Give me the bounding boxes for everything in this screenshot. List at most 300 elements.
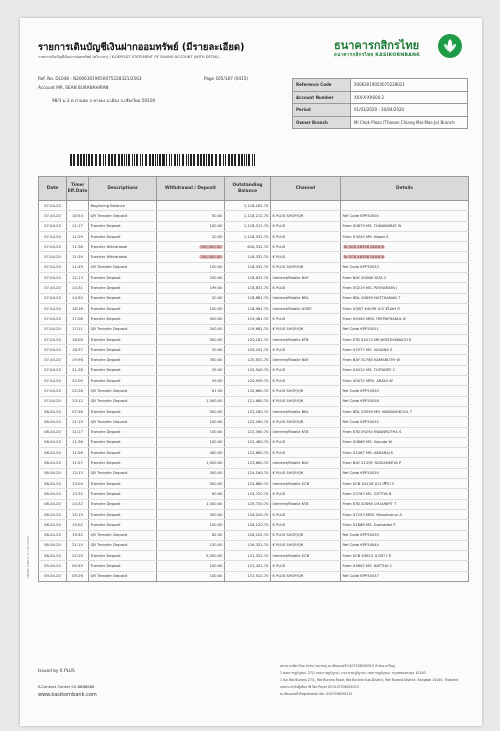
cell-desc — [89, 561, 157, 571]
info-value: 20063019050075228021 — [351, 79, 468, 92]
cell-amount-text: 1,000.00 — [206, 502, 223, 507]
cell-date-text: 07-04-20 — [44, 213, 61, 218]
table-row — [39, 509, 469, 519]
cell-time — [67, 221, 89, 231]
cell-channel — [271, 489, 341, 499]
cell-amount — [157, 211, 225, 221]
cell-time-text: 22:28 — [72, 388, 83, 393]
cell-balance-text: 118,881.70 — [247, 296, 269, 301]
info-label: Reference Code — [293, 79, 351, 92]
cell-channel — [271, 334, 341, 344]
table-row — [39, 283, 469, 293]
cell-details-text: From X0879 MS. THAWANRAT W — [342, 224, 402, 229]
cell-date-text: 07-04-20 — [44, 306, 61, 311]
cell-date-text: 09-04-20 — [44, 564, 61, 569]
cell-date — [39, 386, 67, 396]
cell-balance-text: 118,981.70 — [247, 306, 269, 311]
cell-date — [39, 376, 67, 386]
barcode-bar — [193, 154, 194, 166]
cell-amount — [157, 334, 225, 344]
cell-date-text: 07-04-20 — [44, 244, 61, 249]
table-row — [39, 242, 469, 252]
barcode-bar — [108, 154, 110, 166]
cell-desc — [89, 509, 157, 519]
cell-desc — [89, 303, 157, 313]
table-row — [39, 365, 469, 375]
cell-details-text: From X7077 MS. VASANA S — [342, 347, 393, 352]
cell-channel-text: K PLUS — [272, 347, 286, 352]
cell-balance — [225, 283, 271, 293]
cell-time — [67, 273, 89, 283]
table-row — [39, 396, 469, 406]
barcode-bar — [223, 154, 224, 166]
cell-date — [39, 303, 67, 313]
cell-channel — [271, 396, 341, 406]
cell-channel-text: K PLUS — [272, 255, 286, 260]
cell-amount — [157, 303, 225, 313]
cell-date — [39, 334, 67, 344]
table-row — [39, 303, 469, 313]
reference-number: Ref. No. DL048 : N20063019050075228321/2563 — [38, 76, 142, 81]
table-row — [39, 273, 469, 283]
barcode-bar — [239, 154, 240, 166]
cell-amount — [157, 201, 225, 211]
cell-details — [341, 201, 469, 211]
cell-date — [39, 396, 67, 406]
cell-date — [39, 273, 67, 283]
table-row — [39, 334, 469, 344]
cell-date — [39, 479, 67, 489]
cell-channel — [271, 273, 341, 283]
cell-channel-text: K PLUS — [272, 224, 286, 229]
cell-desc-text: QR Transfer Deposit — [90, 213, 128, 218]
cell-date-text: 08-04-20 — [44, 440, 61, 445]
cell-channel-text: K PLUS — [272, 316, 286, 321]
info-value: XXX-X-XX604-2 — [351, 91, 468, 104]
cell-date — [39, 571, 67, 581]
cell-channel — [271, 262, 341, 272]
barcode-bar — [86, 154, 87, 166]
cell-details-text: To SCB X6358 SEAN B — [343, 244, 384, 249]
cell-time — [67, 561, 89, 571]
cell-time-text: 19:56 — [72, 358, 83, 363]
cell-amount — [157, 561, 225, 571]
cell-time — [67, 293, 89, 303]
cell-balance-text: 1,118,332.70 — [243, 234, 269, 239]
table-row — [39, 201, 469, 211]
cell-balance — [225, 509, 271, 519]
table-row — [39, 417, 469, 427]
bank-name-th: ธนาคารกสิกรไทย — [334, 39, 420, 52]
barcode-bar — [118, 154, 119, 166]
cell-balance — [225, 345, 271, 355]
cell-time — [67, 242, 89, 252]
cell-details-text: From X4602 MS. NATTHA C — [342, 564, 393, 569]
barcode-bar — [166, 154, 168, 166]
bank-website-link[interactable]: www.kasikornbank.com — [38, 692, 97, 698]
cell-time — [67, 551, 89, 561]
cell-details — [341, 273, 469, 283]
cell-desc-text: QR Transfer Deposit — [90, 574, 128, 579]
cell-balance — [225, 211, 271, 221]
barcode-bar — [112, 154, 113, 166]
barcode-bar — [232, 154, 233, 166]
cell-date — [39, 293, 67, 303]
barcode-bar — [248, 154, 250, 166]
table-row — [39, 427, 469, 437]
cell-amount — [157, 386, 225, 396]
cell-desc — [89, 365, 157, 375]
cell-balance-text: 120,501.70 — [247, 358, 269, 363]
cell-details — [341, 386, 469, 396]
cell-channel — [271, 324, 341, 334]
cell-balance-text: 124,720.70 — [247, 491, 269, 496]
cell-amount — [157, 427, 225, 437]
cell-balance — [225, 417, 271, 427]
cell-channel-text: K PLUS — [272, 440, 286, 445]
cell-time — [67, 509, 89, 519]
cell-desc-text: QR Transfer Deposit — [90, 388, 128, 393]
cell-desc-text: Transfer Deposit — [90, 234, 121, 239]
cell-desc — [89, 221, 157, 231]
cell-balance — [225, 437, 271, 447]
cell-time-text: 19:42 — [72, 533, 83, 538]
info-row — [293, 79, 468, 92]
cell-channel — [271, 221, 341, 231]
cell-amount — [157, 509, 225, 519]
cell-channel-text: Internet/Mobile BAY — [272, 358, 309, 363]
cell-amount — [157, 283, 225, 293]
info-row — [293, 116, 468, 129]
cell-amount — [157, 293, 225, 303]
cell-amount — [157, 376, 225, 386]
barcode-bar — [200, 154, 201, 166]
cell-date — [39, 406, 67, 416]
cell-channel — [271, 345, 341, 355]
cell-desc-text: Transfer Deposit — [90, 461, 121, 466]
barcode-bar — [215, 154, 216, 166]
barcode-bar — [162, 154, 163, 166]
barcode-bar — [201, 154, 202, 166]
cell-balance — [225, 355, 271, 365]
cell-balance-text: 120,540.70 — [247, 368, 269, 373]
cell-desc-text: Transfer Withdrawal — [90, 244, 128, 249]
cell-time — [67, 427, 89, 437]
bank-legal-info — [280, 663, 474, 698]
barcode-bar — [157, 154, 158, 166]
cell-desc — [89, 314, 157, 324]
cell-details — [341, 314, 469, 324]
cell-channel-text: Internet/Mobile SCB — [272, 553, 310, 558]
cell-channel — [271, 458, 341, 468]
cell-balance — [225, 242, 271, 252]
cell-channel — [271, 303, 341, 313]
cell-time-text: 14:32 — [72, 502, 83, 507]
barcode-bar — [216, 154, 217, 166]
table-row — [39, 324, 469, 334]
barcode-bar — [208, 154, 209, 166]
cell-time — [67, 334, 89, 344]
cell-channel — [271, 437, 341, 447]
info-row — [293, 91, 468, 104]
bank-info-line: ทะเบียนเลขที่ Registration No. 0107536000315 — [280, 692, 353, 696]
barcode-bar — [197, 154, 199, 166]
kasikorn-logo-icon — [438, 34, 462, 58]
cell-time — [67, 571, 89, 581]
cell-balance — [225, 458, 271, 468]
cell-amount-text: 200.00 — [209, 275, 223, 280]
barcode-bar — [254, 154, 255, 166]
cell-details — [341, 540, 469, 550]
cell-details-text: From X3040 MR. Napat S — [342, 234, 389, 239]
table-row — [39, 468, 469, 478]
cell-amount-text: 82.00 — [211, 533, 223, 538]
cell-time-text: 11:17 — [72, 224, 83, 229]
cell-channel — [271, 201, 341, 211]
cell-time — [67, 211, 89, 221]
cell-details-text: From X3763 MS. GITTIYA B — [342, 491, 392, 496]
cell-time — [67, 365, 89, 375]
cell-date — [39, 355, 67, 365]
barcode-bar — [145, 154, 147, 166]
account-name: Account MR. SEAN BURANAHIRAN — [38, 85, 109, 90]
cell-balance-text: 121,660.70 — [247, 399, 269, 404]
cell-balance-text: 126,020.70 — [247, 512, 269, 517]
transactions-table — [38, 176, 469, 582]
cell-date — [39, 551, 67, 561]
cell-time-text: 14:31 — [72, 286, 83, 291]
cell-desc-text: QR Transfer Deposit — [90, 399, 128, 404]
table-row — [39, 458, 469, 468]
cell-balance — [225, 334, 271, 344]
cell-desc — [89, 211, 157, 221]
barcode-bar — [206, 154, 207, 166]
cell-date-text: 07-04-20 — [44, 224, 61, 229]
cell-balance-text: 131,522.70 — [247, 574, 269, 579]
cell-details — [341, 221, 469, 231]
cell-channel-text: Internet/Mobile BBL — [272, 296, 309, 301]
cell-date — [39, 540, 67, 550]
cell-desc-text: Transfer Deposit — [90, 286, 121, 291]
cell-details — [341, 324, 469, 334]
cell-desc-text: QR Transfer Deposit — [90, 327, 128, 332]
cell-amount — [157, 231, 225, 241]
cell-balance — [225, 273, 271, 283]
cell-amount — [157, 396, 225, 406]
cell-amount — [157, 314, 225, 324]
barcode-bar — [150, 154, 151, 166]
cell-time-text: 11:29 — [72, 234, 83, 239]
cell-channel — [271, 386, 341, 396]
barcode-bar — [159, 154, 161, 166]
cell-details-text: Ref Code KPP34020 — [342, 471, 379, 476]
table-row — [39, 406, 469, 416]
cell-date-text: 08-04-20 — [44, 471, 61, 476]
cell-channel-text: K PLUS — [272, 564, 286, 569]
cell-balance — [225, 406, 271, 416]
cell-date-text: 07-04-20 — [44, 399, 61, 404]
cell-time-text: 13:04 — [72, 481, 83, 486]
cell-desc — [89, 386, 157, 396]
barcode-bar — [225, 154, 226, 166]
cell-channel-text: K PLUS SHOP/QR — [272, 574, 304, 579]
cell-time-text: 12:13 — [72, 471, 83, 476]
cell-desc-text: Transfer Deposit — [90, 564, 121, 569]
cell-time-text: 11:38 — [72, 244, 83, 249]
cell-amount-text: 1,000.00 — [206, 399, 223, 404]
barcode-bar — [228, 154, 230, 166]
cell-channel-text: K PLUS SHOP/QR — [272, 533, 304, 538]
cell-balance — [225, 499, 271, 509]
cell-channel-text: K PLUS SHOP/QR — [272, 399, 304, 404]
cell-time-text: 11:19 — [72, 419, 83, 424]
cell-details-text: From X0072 MRS. ARAYA W — [342, 378, 393, 383]
cell-time-text: 14:50 — [72, 296, 83, 301]
cell-details — [341, 211, 469, 221]
cell-amount-text: 500.00 — [209, 316, 223, 321]
cell-desc-text: Transfer Deposit — [90, 306, 121, 311]
cell-amount — [157, 530, 225, 540]
cell-time-text: 00:49 — [72, 564, 83, 569]
cell-balance-text: 119,481.70 — [247, 316, 269, 321]
cell-amount-text: 1,000.00 — [206, 461, 223, 466]
cell-desc-text: Transfer Deposit — [90, 347, 121, 352]
cell-time-text: 11:36 — [72, 440, 83, 445]
cell-date-text: 07-04-20 — [44, 296, 61, 301]
cell-date-text: 07-04-20 — [44, 358, 61, 363]
barcode-bar — [99, 154, 101, 166]
cell-balance-text: 118,332.70 — [247, 255, 269, 260]
cell-amount-text: 100.00 — [209, 265, 223, 270]
cell-channel-text: K PLUS — [272, 368, 286, 373]
cell-details — [341, 231, 469, 241]
cell-details-text: From X0219 MS. PATHARAPA J — [342, 286, 398, 291]
cell-date — [39, 201, 67, 211]
cell-balance — [225, 386, 271, 396]
cell-channel — [271, 479, 341, 489]
barcode-bar — [128, 154, 130, 166]
barcode-bar — [142, 154, 143, 166]
table-row — [39, 355, 469, 365]
cell-details — [341, 520, 469, 530]
cell-time-text: 17:08 — [72, 316, 83, 321]
cell-details-text: Ref Code KPP34058 — [342, 399, 379, 404]
cell-details — [341, 468, 469, 478]
cell-amount — [157, 242, 225, 252]
cell-date — [39, 262, 67, 272]
cell-date-text: 07-04-20 — [44, 388, 61, 393]
cell-date-text: 07-04-20 — [44, 203, 61, 208]
barcode-bar — [134, 154, 135, 166]
cell-amount-text: 199.00 — [209, 286, 223, 291]
cell-desc — [89, 406, 157, 416]
cell-amount — [157, 571, 225, 581]
barcode-bar — [119, 154, 120, 166]
cell-balance-text: 118,632.70 — [247, 275, 269, 280]
cell-details-text: Ref Code KPP34039 — [342, 533, 379, 538]
cell-date — [39, 221, 67, 231]
cell-time — [67, 479, 89, 489]
cell-desc-text: Transfer Deposit — [90, 450, 121, 455]
cell-details-text: From BAY X0088 YATA C — [342, 275, 387, 280]
cell-channel — [271, 376, 341, 386]
cell-desc — [89, 468, 157, 478]
barcode-bar — [81, 154, 82, 166]
table-row — [39, 386, 469, 396]
cell-date-text: 07-04-20 — [44, 327, 61, 332]
cell-balance — [225, 468, 271, 478]
cell-desc — [89, 242, 157, 252]
cell-amount — [157, 499, 225, 509]
cell-date — [39, 437, 67, 447]
table-row — [39, 252, 469, 262]
cell-time — [67, 530, 89, 540]
form-code: KBPDF (FM01) (21-02-2020) — [26, 535, 30, 578]
cell-balance-text: 1,118,312.70 — [243, 224, 269, 229]
cell-details — [341, 448, 469, 458]
cell-amount — [157, 437, 225, 447]
cell-details-text: Ref Code KPP34051 — [342, 327, 379, 332]
cell-details — [341, 303, 469, 313]
cell-desc — [89, 231, 157, 241]
cell-balance-text: 1,118,212.70 — [243, 213, 269, 218]
cell-balance — [225, 221, 271, 231]
cell-date — [39, 314, 67, 324]
cell-time — [67, 396, 89, 406]
cell-details — [341, 530, 469, 540]
cell-details — [341, 479, 469, 489]
cell-desc-text: Transfer Deposit — [90, 512, 121, 517]
column-header: Outstanding Balance — [225, 177, 271, 201]
table-row — [39, 540, 469, 550]
cell-desc-text: Transfer Deposit — [90, 440, 121, 445]
cell-time — [67, 417, 89, 427]
table-row — [39, 437, 469, 447]
barcode-bar — [80, 154, 81, 166]
cell-desc-text: Transfer Deposit — [90, 522, 121, 527]
table-row — [39, 293, 469, 303]
cell-date-text: 08-04-20 — [44, 409, 61, 414]
cell-date-text: 07-04-20 — [44, 255, 61, 260]
cell-time-text: 19:02 — [72, 522, 83, 527]
bank-info-line: 1 ซอยราษฎร์บูรณะ 27/1 ถนนราษฎร์บูรณะ แขวงราษฎร์บูรณะ เขตราษฎร์บูรณะ กรุงเทพมหานคร 10140 — [280, 671, 426, 675]
column-header: Date — [39, 177, 67, 201]
cell-channel — [271, 427, 341, 437]
cell-details-text: From BAY X2785 KAMANUTH W — [342, 358, 400, 363]
cell-desc-text: Transfer Deposit — [90, 316, 121, 321]
cell-channel — [271, 252, 341, 262]
cell-time — [67, 376, 89, 386]
cell-desc — [89, 427, 157, 437]
cell-details — [341, 571, 469, 581]
cell-time — [67, 201, 89, 211]
cell-amount-text: 100.00 — [209, 224, 223, 229]
info-row — [293, 104, 468, 117]
cell-channel-text: K PLUS — [272, 491, 286, 496]
barcode-bar — [163, 154, 164, 166]
cell-time — [67, 262, 89, 272]
cell-desc — [89, 479, 157, 489]
cell-time-text: 16:16 — [72, 306, 83, 311]
cell-desc — [89, 201, 157, 211]
info-label: Period — [293, 104, 351, 117]
cell-balance-text: 119,681.70 — [247, 327, 269, 332]
cell-channel — [271, 468, 341, 478]
cell-desc-text: Transfer Deposit — [90, 378, 121, 383]
cell-amount-text: 100.00 — [209, 306, 223, 311]
cell-date — [39, 468, 67, 478]
cell-channel-text: K PLUS — [272, 522, 286, 527]
